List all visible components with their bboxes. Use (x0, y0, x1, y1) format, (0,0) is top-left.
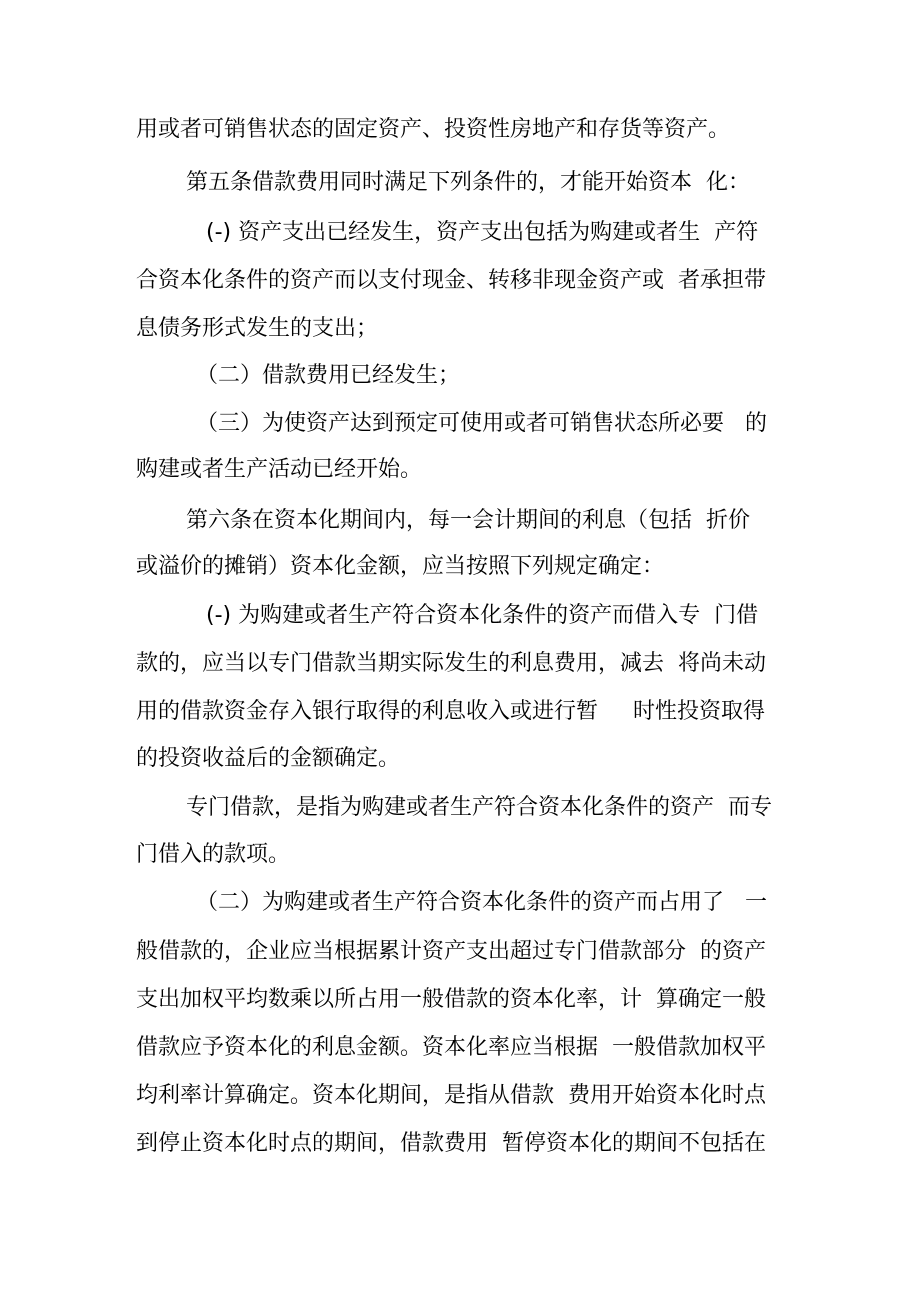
text-line: 款的，应当以专门借款当期实际发生的利息费用，减去 将尚未动 (136, 651, 766, 676)
text-line: (-) 资产支出已经发生，资产支出包括为购建或者生 产符 (206, 220, 759, 245)
text-line: 的投资收益后的金额确定。 (136, 746, 401, 771)
text-line: （二）为购建或者生产符合资本化条件的资产而占用了 一 (196, 890, 767, 915)
text-line: 合资本化条件的资产而以支付现金、转移非现金资产或 者承担带 (136, 268, 766, 293)
text-line: 用或者可销售状态的固定资产、投资性房地产和存货等资产。 (136, 117, 731, 142)
text-line: 用的借款资金存入银行取得的利息收入或进行暂 时性投资取得 (136, 699, 765, 724)
text-line: 借款应予资本化的利息金额。资本化率应当根据 一般借款加权平 (136, 1035, 766, 1060)
text-line: （二）借款费用已经发生； (196, 363, 461, 388)
text-line: （三）为使资产达到预定可使用或者可销售状态所必要 的 (196, 411, 767, 436)
text-line: 第六条在资本化期间内，每一会计期间的利息（包括 折价 (186, 508, 750, 533)
text-line: 或溢价的摊销）资本化金额，应当按照下列规定确定： (136, 554, 665, 579)
text-line: 门借入的款项。 (136, 842, 291, 867)
text-line: 般借款的，企业应当根据累计资产支出超过专门借款部分 的资产 (136, 939, 766, 964)
text-line: 专门借款，是指为购建或者生产符合资本化条件的资产 而专 (186, 795, 772, 820)
text-line: 均利率计算确定。资本化期间，是指从借款 费用开始资本化时点 (136, 1083, 766, 1108)
text-line: 到停止资本化时点的期间，借款费用 暂停资本化的期间不包括在 (136, 1131, 766, 1156)
text-line: 息债务形式发生的支出； (136, 316, 379, 341)
text-line: 支出加权平均数乘以所占用一般借款的资本化率，计 算确定一般 (136, 987, 766, 1012)
text-line: 第五条借款费用同时满足下列条件的，才能开始资本 化： (186, 170, 750, 195)
text-line: 购建或者生产活动已经开始。 (136, 457, 423, 482)
text-line: (-) 为购建或者生产符合资本化条件的资产而借入专 门借 (206, 603, 759, 628)
